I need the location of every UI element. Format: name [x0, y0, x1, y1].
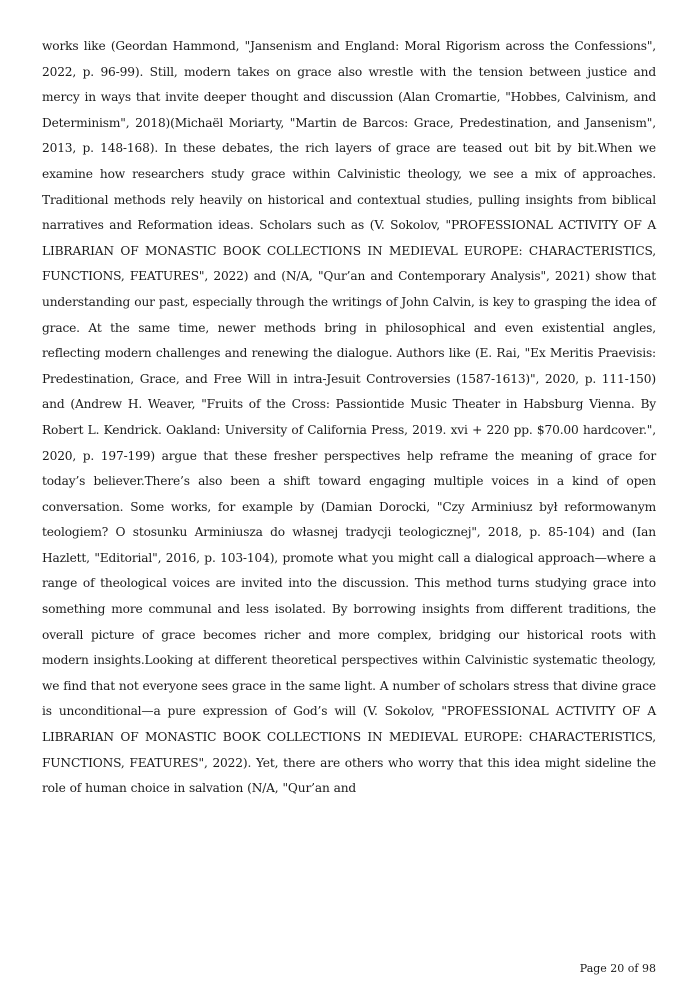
page-number: Page 20 of 98 [579, 962, 656, 975]
body-paragraph: works like (Geordan Hammond, "Jansenism and England: Moral Rigorism across the Confessions", 2022, p. 96-99). Still, modern takes on grace also wrestle with the tension between justice and mercy in ways that invite deeper thought and discussion (Alan Cromartie, "Hobbes, Calvinism, and Determinism", 2018)(Michaël Moriarty, "Martin de Barcos: Grace, Predestination, and Jansenism", 2013, p. 148-168). In these debates, the rich layers of grace are teased out bit by bit.When we examine how researchers study grace within Calvinistic theology, we see a mix of approaches. Traditional methods rely heavily on historical and contextual studies, pulling insights from biblical narratives and Reformation ideas. Scholars such as (V. Sokolov, "PROFESSIONAL ACTIVITY OF A LIBRARIAN OF MONASTIC BOOK COLLECTIONS IN MEDIEVAL EUROPE: CHARACTERISTICS, FUNCTIONS, FEATURES", 2022) and (N/A, "Qur’an and Contemporary Analysis", 2021) show that understanding our past, especially through the writings of John Calvin, is key to grasping the idea of grace. At the same time, newer methods bring in philosophical and even existential angles, reflecting modern challenges and renewing the dialogue. Authors like (E. Rai, "Ex Meritis Praevisis: Predestination, Grace, and Free Will in intra-Jesuit Controversies (1587-1613)", 2020, p. 111-150) and (Andrew H. Weaver, "Fruits of the Cross: Passiontide Music Theater in Habsburg Vienna. By Robert L. Kendrick. Oakland: University of California Press, 2019. xvi + 220 pp. $70.00 hardcover.", 2020, p. 197-199) argue that these fresher perspectives help reframe the meaning of grace for today’s believer.There’s also been a shift toward engaging multiple voices in a kind of open conversation. Some works, for example by (Damian Dorocki, "Czy Arminiusz był reformowanym teologiem? O stosunku Arminiusza do własnej tradycji teologicznej", 2018, p. 85-104) and (Ian Hazlett, "Editorial", 2016, p. 103-104), promote what you might call a dialogical approach—where a range of theological voices are invited into the discussion. This method turns studying grace into something more communal and less isolated. By borrowing insights from different traditions, the overall picture of grace becomes richer and more complex, bridging our historical roots with modern insights.Looking at different theoretical perspectives within Calvinistic systematic theology, we find that not everyone sees grace in the same light. A number of scholars stress that divine grace is unconditional—a pure expression of God’s will (V. Sokolov, "PROFESSIONAL ACTIVITY OF A LIBRARIAN OF MONASTIC BOOK COLLECTIONS IN MEDIEVAL EUROPE: CHARACTERISTICS, FUNCTIONS, FEATURES", 2022). Yet, there are others who worry that this idea might sideline the role of human choice in salvation (N/A, "Qur’an and [42, 39, 656, 796]
